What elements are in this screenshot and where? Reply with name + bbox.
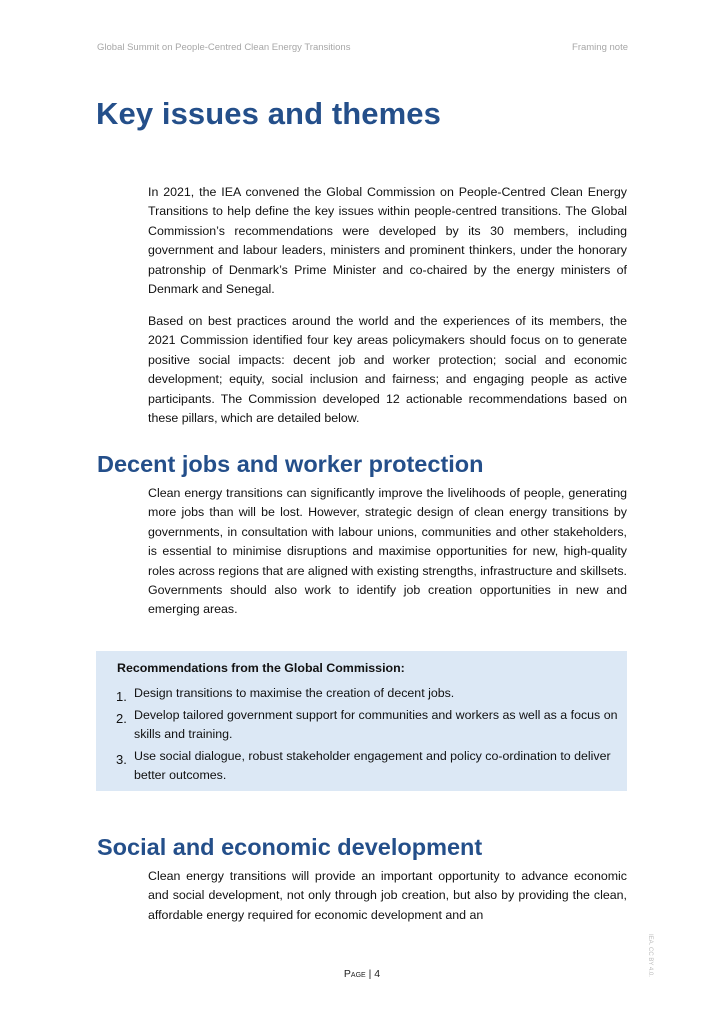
recommendation-text: Develop tailored government support for communities and workers as well as a focus on skills and training. [134, 708, 618, 741]
running-header-doc-type: Framing note [572, 42, 628, 53]
recommendation-number: 1. [116, 689, 127, 704]
recommendation-number: 2. [116, 711, 127, 726]
recommendations-list [96, 684, 627, 788]
recommendation-item [96, 706, 627, 744]
page-footer [0, 968, 724, 980]
running-header-title: Global Summit on People-Centred Clean Energy Transitions [97, 42, 351, 53]
section-body-decent-jobs: Clean energy transitions can significantly improve the livelihoods of people, generating more jobs than will be lost. However, strategic design of clean energy transitions by governments, in consultation with labour unions, communities and other stakeholders, is essential to minimise disruptions and maximise opportunities for new, high-quality roles across regions that are aligned with existing strengths, infrastructure and skillsets. Governments should also work to identify job creation opportunities in new and emerging areas. [148, 486, 627, 617]
section-heading-social-economic: Social and economic development [97, 834, 483, 860]
recommendation-text: Use social dialogue, robust stakeholder engagement and policy co-ordination to deliver better outcomes. [134, 749, 611, 782]
license-note [646, 935, 654, 975]
recommendation-number: 3. [116, 752, 127, 767]
page-label: Page [343, 968, 366, 980]
recommendations-title: Recommendations from the Global Commission: [117, 661, 405, 675]
recommendation-item [96, 684, 627, 703]
page-title: Key issues and themes [96, 96, 441, 131]
section-heading-decent-jobs: Decent jobs and worker protection [97, 451, 484, 477]
intro-paragraph-2: Based on best practices around the world and the experiences of its members, the 2021 Commission identified four key areas policymakers should focus on to generate positive social impacts: decent job and worker protection; social and economic development; equity, social inclusion and fairness; and engaging people as active participants. The Commission developed 12 actionable recommendations based on these pillars, which are detailed below. [148, 314, 627, 426]
page-separator: | [365, 968, 375, 980]
page-number: 4 [374, 968, 381, 980]
recommendation-item [96, 747, 627, 785]
section-body-social-economic: Clean energy transitions will provide an important opportunity to advance economic and social development, not only through job creation, but also by providing the clean, affordable energy required for economic development and an [148, 869, 627, 922]
license-text: IEA. CC BY 4.0. [647, 934, 653, 977]
intro-paragraph-1: In 2021, the IEA convened the Global Commission on People-Centred Clean Energy Transitions to help define the key issues within people-centred transitions. The Global Commission’s recommendations were developed by its 30 members, including government and labour leaders, ministers and prominent thinkers, under the honorary patronship of Denmark’s Prime Minister and co-chaired by the energy ministers of Denmark and Senegal. [148, 185, 627, 297]
recommendations-box [96, 651, 627, 791]
recommendation-text: Design transitions to maximise the creation of decent jobs. [134, 686, 455, 700]
